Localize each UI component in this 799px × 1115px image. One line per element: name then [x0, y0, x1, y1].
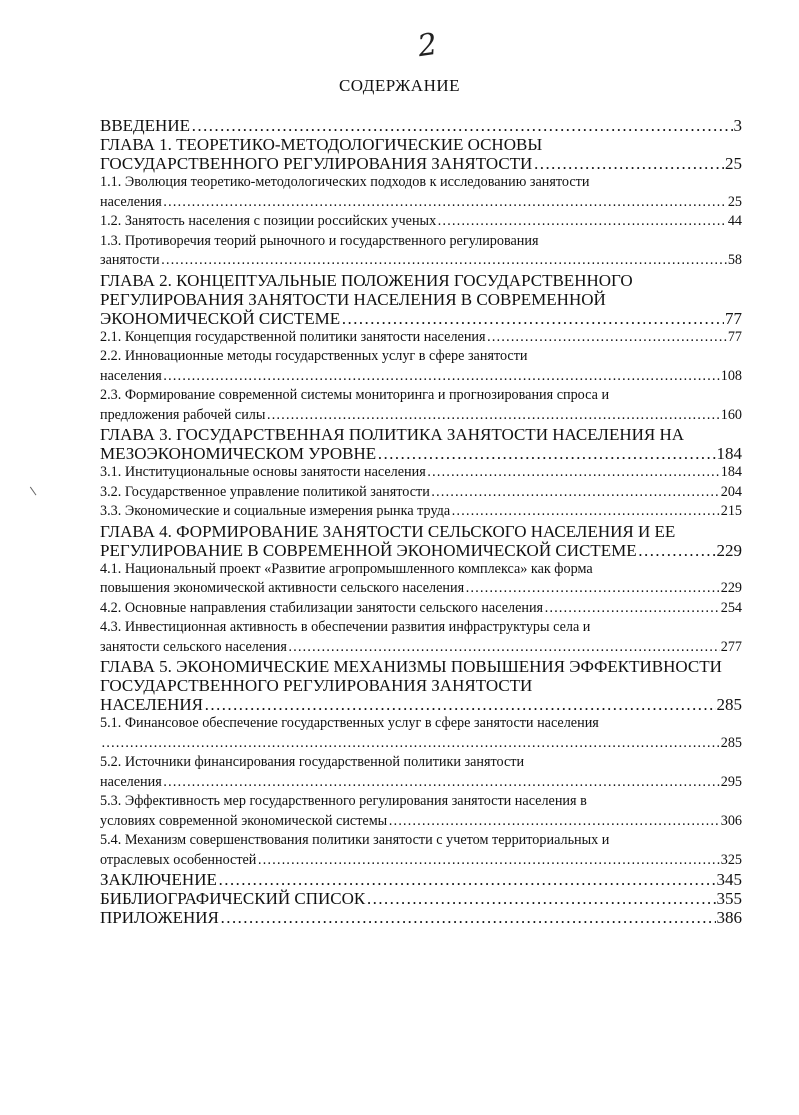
toc-entry-title: НАСЕЛЕНИЯ	[100, 695, 204, 714]
toc-page-number: 25	[727, 193, 742, 210]
toc-line	[100, 406, 742, 426]
toc-line	[100, 290, 742, 309]
toc-section-entry	[100, 328, 742, 348]
toc-line	[100, 676, 742, 695]
toc-section-entry	[100, 173, 742, 212]
dot-leader	[465, 579, 720, 599]
toc-section-entry	[100, 599, 742, 619]
dot-leader	[204, 695, 715, 714]
dot-leader	[451, 502, 720, 522]
toc-section-entry	[100, 792, 742, 831]
toc-line	[100, 367, 742, 387]
toc-entry-title: БИБЛИОГРАФИЧЕСКИЙ СПИСОК	[100, 889, 366, 908]
toc-entry-title: ГОСУДАРСТВЕННОГО РЕГУЛИРОВАНИЯ ЗАНЯТОСТИ	[100, 154, 533, 173]
toc-chapter-entry	[100, 271, 742, 328]
toc-page-number: 254	[720, 599, 742, 616]
toc-entry-title: 3.1. Институциональные основы занятости населения	[100, 464, 426, 480]
dot-leader	[191, 116, 733, 135]
toc-entry-title: 5.1. Финансовое обеспечение государственных услуг в сфере занятости населения	[100, 715, 599, 731]
toc-line	[100, 444, 742, 463]
toc-page-number: 345	[716, 870, 742, 889]
toc-entry-title: ЭКОНОМИЧЕСКОЙ СИСТЕМЕ	[100, 308, 341, 328]
toc-entry-title: ГОСУДАРСТВЕННОГО РЕГУЛИРОВАНИЯ ЗАНЯТОСТИ	[100, 676, 533, 695]
toc-line	[100, 773, 742, 793]
dot-leader	[427, 463, 720, 483]
toc-section-entry	[100, 347, 742, 386]
toc-page-number: 295	[720, 773, 742, 790]
dot-leader	[638, 541, 716, 560]
toc-line	[100, 695, 742, 714]
toc-entry-title: РЕГУЛИРОВАНИЕ В СОВРЕМЕННОЙ ЭКОНОМИЧЕСКОЙ СИСТЕМЕ	[100, 540, 637, 560]
dot-leader	[544, 599, 720, 619]
toc-line	[100, 309, 742, 328]
toc-entry-title: населения	[100, 773, 162, 790]
toc-page-number: 58	[727, 252, 742, 268]
toc-line	[100, 734, 742, 754]
toc-line	[100, 599, 742, 619]
toc-line	[100, 347, 742, 367]
toc-entry-title: ГЛАВА 4. ФОРМИРОВАНИЕ ЗАНЯТОСТИ СЕЛЬСКОГО НАСЕЛЕНИЯ И ЕЕ	[100, 521, 676, 541]
toc-chapter-entry	[100, 522, 742, 560]
toc-section-entry	[100, 618, 742, 657]
toc-chapter-entry	[100, 657, 742, 714]
toc-line	[100, 193, 742, 213]
toc-line	[100, 908, 742, 927]
dot-leader	[163, 193, 727, 213]
scan-mark	[30, 483, 42, 496]
dot-leader	[431, 483, 720, 503]
dot-leader	[437, 212, 727, 232]
toc-entry-title: ЗАКЛЮЧЕНИЕ	[100, 870, 217, 889]
toc-entry-title: населения	[100, 193, 162, 210]
toc-line	[100, 657, 742, 676]
toc-page-number: 3	[733, 116, 742, 135]
toc-entry-title: ПРИЛОЖЕНИЯ	[100, 908, 219, 927]
toc-entry-title: 4.2. Основные направления стабилизации занятости сельского населения	[100, 599, 544, 616]
toc-line	[100, 714, 742, 734]
toc-line	[100, 638, 742, 658]
toc-line	[100, 792, 742, 812]
toc-entry-title: 1.3. Противоречия теорий рыночного и государственного регулирования	[100, 232, 539, 249]
dot-leader	[218, 870, 716, 889]
toc-section-entry	[100, 483, 742, 503]
toc-line	[100, 154, 742, 173]
toc-section-entry	[100, 831, 742, 870]
toc-section-entry	[100, 714, 742, 753]
toc-line	[100, 579, 742, 599]
toc-page-number: 325	[720, 851, 742, 868]
toc-entry-title: населения	[100, 367, 162, 384]
dot-leader	[487, 328, 727, 348]
toc-section-entry	[100, 386, 742, 425]
toc-section-entry	[100, 232, 742, 271]
toc-page-number: 355	[716, 889, 742, 908]
toc-entry-title: РЕГУЛИРОВАНИЯ ЗАНЯТОСТИ НАСЕЛЕНИЯ В СОВРЕМЕННОЙ	[100, 289, 606, 309]
dot-leader	[377, 444, 715, 463]
dot-leader	[366, 889, 715, 908]
table-of-contents	[100, 116, 742, 927]
toc-chapter-entry	[100, 889, 742, 908]
toc-chapter-entry	[100, 116, 742, 135]
toc-line	[100, 116, 742, 135]
toc-entry-title: 1.1. Эволюция теоретико-методологических подходов к исследованию занятости	[100, 174, 590, 190]
toc-entry-title: 5.4. Механизм совершенствования политики занятости с учетом территориальных и	[100, 832, 610, 848]
toc-page-number: 229	[716, 540, 742, 560]
toc-page-number: 77	[727, 328, 742, 345]
toc-page-number: 184	[720, 464, 742, 480]
toc-page-number: 277	[720, 638, 742, 655]
toc-page-number: 285	[720, 734, 742, 751]
toc-entry-title: 2.1. Концепция государственной политики занятости населения	[100, 328, 486, 345]
toc-section-entry	[100, 560, 742, 599]
toc-line	[100, 463, 742, 483]
toc-page-number: 204	[720, 483, 742, 500]
toc-line	[100, 483, 742, 503]
toc-chapter-entry	[100, 908, 742, 927]
toc-entry-title: занятости	[100, 252, 160, 268]
toc-page-number: 229	[720, 580, 742, 596]
toc-section-entry	[100, 502, 742, 522]
toc-entry-title: занятости сельского населения	[100, 638, 287, 655]
toc-entry-title: 4.3. Инвестиционная активность в обеспечении развития инфраструктуры села и	[100, 619, 591, 635]
handwritten-page-number: 2	[415, 26, 440, 65]
toc-page-number: 386	[716, 908, 742, 927]
toc-section-entry	[100, 212, 742, 232]
toc-line	[100, 135, 742, 154]
toc-line	[100, 560, 742, 580]
dot-leader	[266, 406, 719, 426]
toc-line	[100, 851, 742, 871]
toc-entry-title: 2.3. Формирование современной системы мониторинга и прогнозирования спроса и	[100, 387, 610, 403]
toc-line	[100, 212, 742, 232]
toc-entry-title: 5.2. Источники финансирования государственной политики занятости	[100, 754, 525, 770]
toc-entry-title: 3.2. Государственное управление политикой занятости	[100, 483, 430, 500]
toc-entry-title: МЕЗОЭКОНОМИЧЕСКОМ УРОВНЕ	[100, 444, 377, 463]
toc-section-entry	[100, 753, 742, 792]
toc-line	[100, 522, 742, 541]
toc-line	[100, 812, 742, 832]
toc-chapter-entry	[100, 870, 742, 889]
dot-leader	[220, 908, 716, 927]
toc-page-number: 184	[716, 444, 742, 463]
toc-entry-title: 5.3. Эффективность мер государственного регулирования занятости населения в	[100, 793, 587, 809]
toc-line	[100, 425, 742, 444]
toc-page-number: 306	[720, 812, 742, 829]
toc-line	[100, 328, 742, 348]
toc-line	[100, 870, 742, 889]
toc-entry-title: 4.1. Национальный проект «Развитие агропромышленного комплекса» как форма	[100, 560, 593, 577]
toc-page-number: 77	[725, 308, 742, 328]
toc-chapter-entry	[100, 425, 742, 463]
dot-leader	[388, 812, 719, 832]
toc-entry-title: 1.2. Занятость населения с позиции российских ученых	[100, 213, 437, 229]
toc-entry-title: отраслевых особенностей	[100, 851, 257, 868]
toc-entry-title: ГЛАВА 2. КОНЦЕПТУАЛЬНЫЕ ПОЛОЖЕНИЯ ГОСУДАРСТВЕННОГО	[100, 270, 633, 290]
dot-leader	[101, 734, 720, 754]
toc-line	[100, 251, 742, 271]
toc-page-number: 108	[720, 367, 742, 384]
toc-line	[100, 889, 742, 908]
toc-entry-title: 3.3. Экономические и социальные измерения рынка труда	[100, 503, 451, 519]
dot-leader	[257, 851, 719, 871]
toc-chapter-entry	[100, 135, 742, 173]
toc-page-number: 44	[727, 213, 742, 229]
page-title: СОДЕРЖАНИЕ	[338, 76, 461, 95]
dot-leader	[288, 638, 720, 658]
toc-entry-title: ГЛАВА 5. ЭКОНОМИЧЕСКИЕ МЕХАНИЗМЫ ПОВЫШЕНИЯ ЭФФЕКТИВНОСТИ	[100, 657, 722, 676]
toc-line	[100, 232, 742, 252]
toc-entry-title: ВВЕДЕНИЕ	[100, 116, 190, 135]
toc-page-number: 25	[725, 154, 742, 173]
toc-line	[100, 502, 742, 522]
toc-entry-title: повышения экономической активности сельского населения	[100, 580, 465, 596]
toc-entry-title: предложения рабочей силы	[100, 406, 266, 423]
toc-page-number: 160	[720, 406, 742, 423]
dot-leader	[341, 309, 724, 328]
dot-leader	[163, 773, 720, 793]
toc-entry-title: ГЛАВА 3. ГОСУДАРСТВЕННАЯ ПОЛИТИКА ЗАНЯТОСТИ НАСЕЛЕНИЯ НА	[100, 425, 685, 444]
dot-leader	[161, 251, 727, 271]
dot-leader	[163, 367, 720, 387]
toc-section-entry	[100, 463, 742, 483]
toc-line	[100, 386, 742, 406]
dot-leader	[533, 154, 724, 173]
toc-line	[100, 173, 742, 193]
toc-line	[100, 618, 742, 638]
toc-page-number: 285	[716, 695, 742, 714]
toc-line	[100, 831, 742, 851]
toc-line	[100, 271, 742, 290]
toc-entry-title: ГЛАВА 1. ТЕОРЕТИКО-МЕТОДОЛОГИЧЕСКИЕ ОСНОВЫ	[100, 135, 543, 154]
toc-entry-title: условиях современной экономической системы	[100, 812, 388, 829]
toc-entry-title: 2.2. Инновационные методы государственных услуг в сфере занятости	[100, 348, 528, 364]
toc-page-number: 215	[720, 503, 742, 519]
toc-line	[100, 753, 742, 773]
toc-line	[100, 541, 742, 560]
